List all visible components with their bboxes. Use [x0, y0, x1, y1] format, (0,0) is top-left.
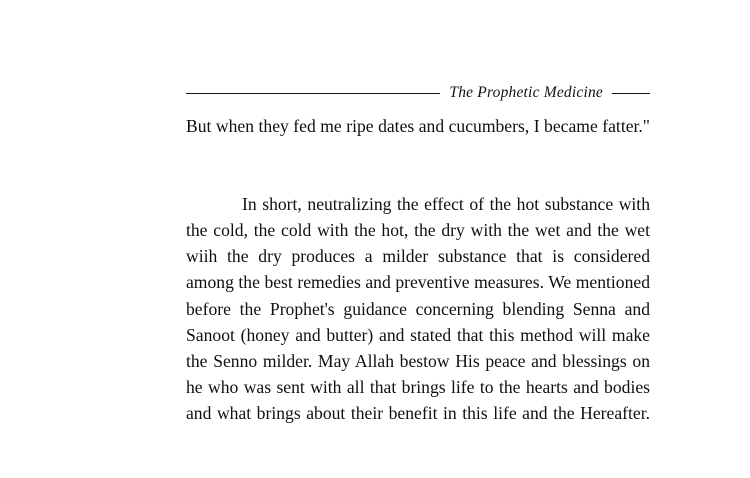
paragraph-in-short: In short, neutralizing the effect of the hot substance with the cold, the cold with the hot, the dry with the wet and the wet wiih the dry produces a milder substance that is considered among the best remedies and preventive measures. We mentioned before the Prophet's guidance concerning blending Senna and Sanoot (honey and butter) and stated that this method will make the Senno milder. May Allah bestow His peace and blessings on he who was sent with all that brings life to the hearts and bodies and what brings about their benefit in this life and the Hereafter. [186, 194, 650, 423]
paragraph-quote-end: But when they fed me ripe dates and cucumbers, I became fatter." [186, 116, 650, 136]
running-head [186, 82, 650, 104]
running-head-title: The Prophetic Medicine [449, 84, 603, 102]
page-body [186, 113, 650, 452]
running-head-rule-left-icon [186, 93, 440, 94]
running-head-rule-right-icon [612, 93, 650, 94]
